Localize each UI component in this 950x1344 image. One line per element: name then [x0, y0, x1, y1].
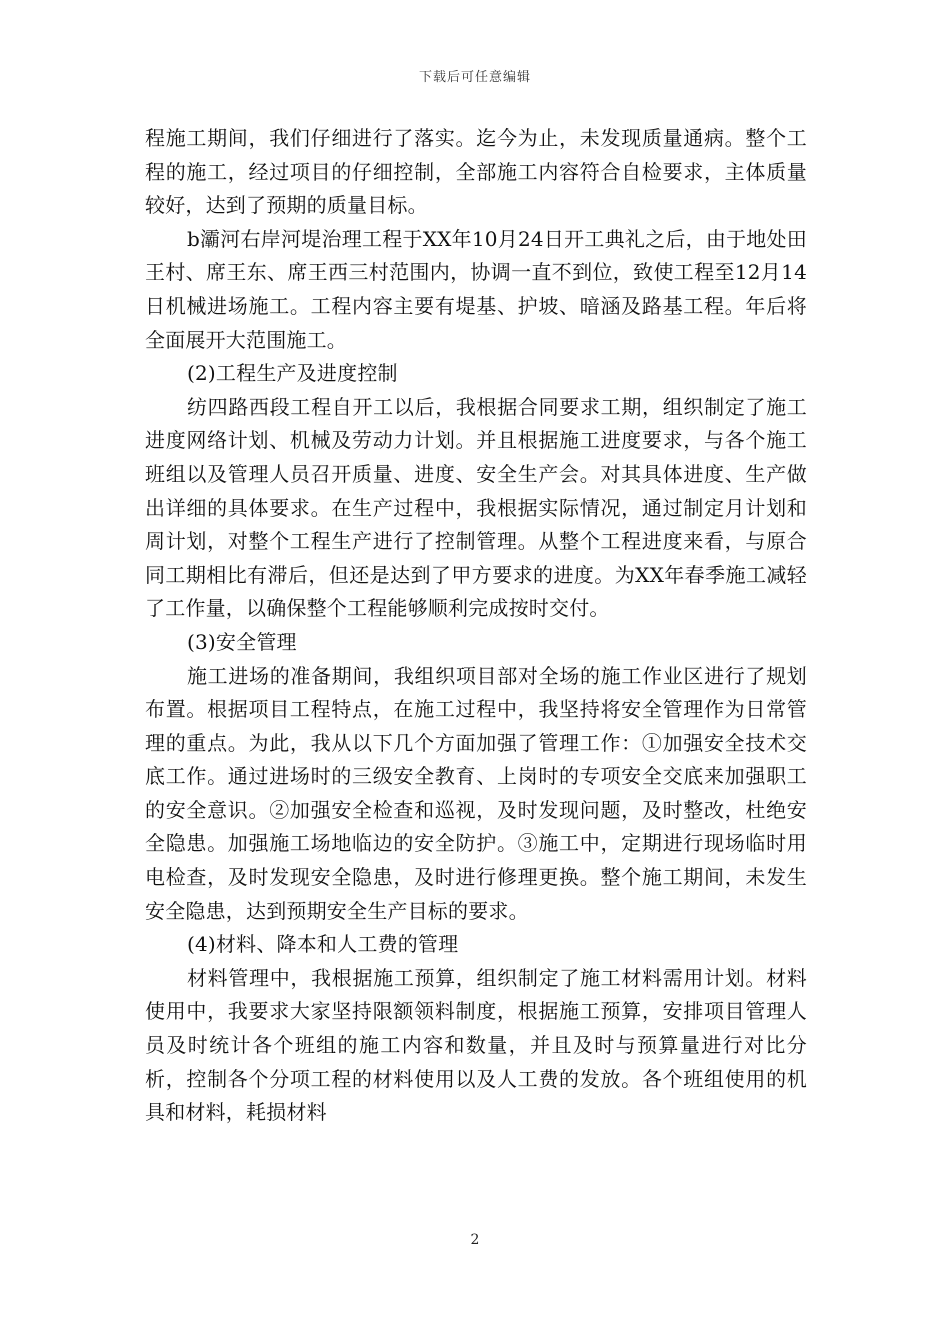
- paragraph-continuation: 程施工期间，我们仔细进行了落实。迄今为止，未发现质量通病。整个工程的施工，经过项目的仔细控制，全部施工内容符合自检要求，主体质量较好，达到了预期的质量目标。: [145, 126, 807, 218]
- document-body: [145, 122, 807, 1130]
- section-heading-safety-management: (3)安全管理: [187, 629, 297, 654]
- section-heading-materials-management: (4)材料、降本和人工费的管理: [187, 932, 459, 957]
- paragraph-materials-management: 材料管理中，我根据施工预算，组织制定了施工材料需用计划。材料使用中，我要求大家坚持限额领料制度，根据施工预算，安排项目管理人员及时统计各个班组的施工内容和数量，并且及时与预算量进行对比分析，控制各个分项工程的材料使用以及人工费的发放。各个班组使用的机具和材料，耗损材料: [145, 965, 807, 1125]
- paragraph-safety-management: 施工进场的准备期间，我组织项目部对全场的施工作业区进行了规划布置。根据项目工程特点，在施工过程中，我坚持将安全管理作为日常管理的重点。为此，我从以下几个方面加强了管理工作：①加强安全技术交底工作。通过进场时的三级安全教育、上岗时的专项安全交底来加强职工的安全意识。②加强安全检查和巡视，及时发现问题，及时整改，杜绝安全隐患。加强施工场地临边的安全防护。③施工中，定期进行现场临时用电检查，及时发现安全隐患，及时进行修理更换。整个施工期间，未发生安全隐患，达到预期安全生产目标的要求。: [145, 663, 807, 923]
- paragraph-bahe-project: b灞河右岸河堤治理工程于XX年10月24日开工典礼之后，由于地处田王村、席王东、席王西三村范围内，协调一直不到位，致使工程至12月14日机械进场施工。工程内容主要有堤基、护坡、暗涵及路基工程。年后将全面展开大范围施工。: [145, 226, 807, 352]
- paragraph-progress-control: 纺四路西段工程自开工以后，我根据合同要求工期，组织制定了施工进度网络计划、机械及劳动力计划。并且根据施工进度要求，与各个施工班组以及管理人员召开质量、进度、安全生产会。对其具体进度、生产做出详细的具体要求。在生产过程中，我根据实际情况，通过制定月计划和周计划，对整个工程生产进行了控制管理。从整个工程进度来看，与原合同工期相比有滞后，但还是达到了甲方要求的进度。为XX年春季施工减轻了工作量，以确保整个工程能够顺利完成按时交付。: [145, 394, 807, 621]
- section-heading-progress-control: (2)工程生产及进度控制: [187, 361, 398, 386]
- page-number: 2: [470, 1232, 480, 1248]
- page-header: 下载后可任意编辑: [418, 70, 531, 85]
